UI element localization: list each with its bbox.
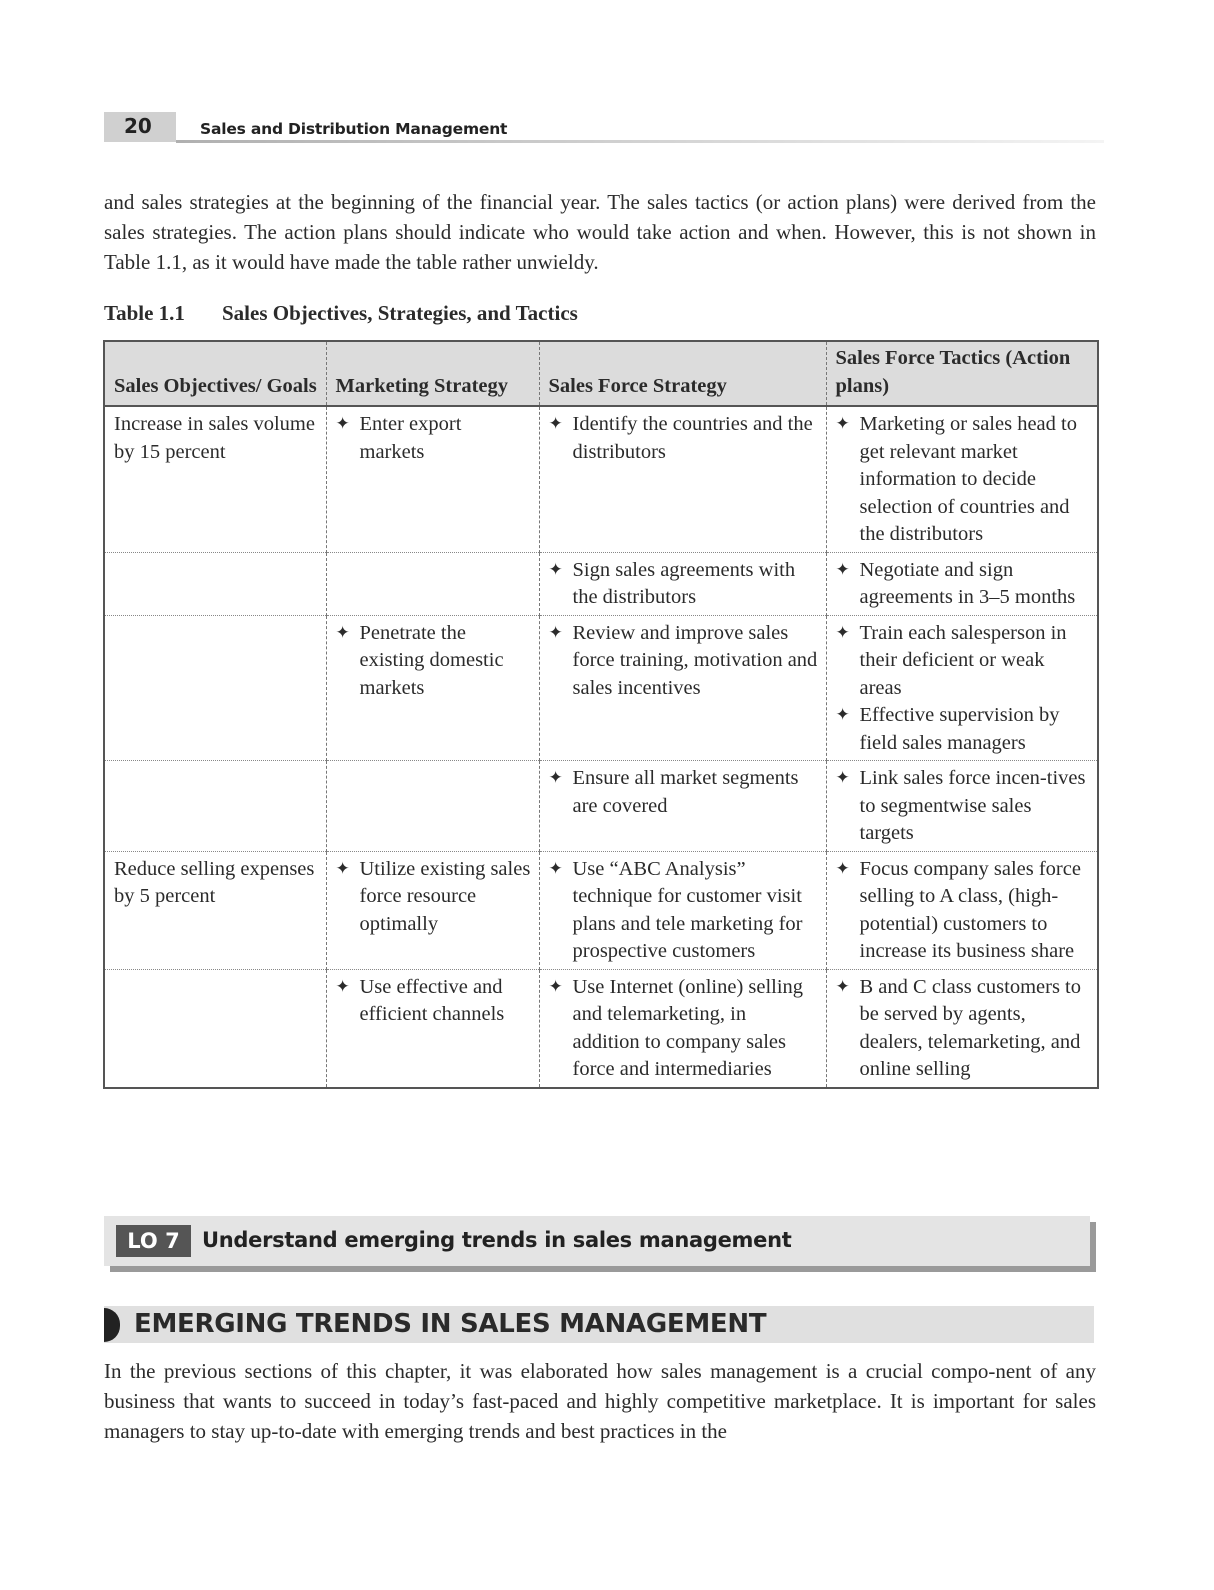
bullet-star-icon: ✦ xyxy=(835,414,850,434)
bullet-item xyxy=(836,557,1090,612)
bullet-item xyxy=(336,620,531,703)
bullet-item xyxy=(336,411,531,466)
marketing-strategy-cell xyxy=(326,406,539,552)
bullet-item xyxy=(549,411,818,466)
header-rule xyxy=(176,140,1104,143)
bullet-item xyxy=(836,620,1090,703)
bullet-star-icon: ✦ xyxy=(548,622,563,643)
tactics-cell xyxy=(826,761,1098,852)
bullet-star-icon: ✦ xyxy=(835,768,850,788)
bullet-text: Sign sales agreements with the distributors xyxy=(572,558,796,608)
bullet-text: Use effective and efficient channels xyxy=(359,975,505,1025)
sales-force-strategy-cell xyxy=(539,615,826,761)
goal-cell xyxy=(104,761,326,852)
marketing-strategy-cell xyxy=(326,615,539,761)
marketing-strategy-cell xyxy=(326,851,539,969)
sales-force-strategy-cell xyxy=(539,552,826,615)
marketing-strategy-cell xyxy=(326,761,539,852)
table-row xyxy=(104,851,1098,969)
bullet-star-icon: ✦ xyxy=(548,559,563,580)
table-caption xyxy=(104,301,578,326)
bullet-star-icon: ✦ xyxy=(548,976,563,997)
bullet-text: Focus company sales force selling to A class, (high-potential) customers to increase its business share xyxy=(859,857,1081,962)
column-header-sales-force-tactics: Sales Force Tactics (Action plans) xyxy=(826,341,1098,406)
bullet-text: Review and improve sales force training, motivation and sales incentives xyxy=(572,621,818,699)
book-title: Sales and Distribution Management xyxy=(200,120,508,138)
goal-cell xyxy=(104,615,326,761)
bullet-star-icon: ✦ xyxy=(548,414,563,434)
intro-paragraph: and sales strategies at the beginning of the financial year. The sales tactics (or action plans) were derived from the sales strategies. The action plans should indicate who would take action and when. However, this is not shown in Table 1.1, as it would have made the table rather unwieldy. xyxy=(104,190,1096,274)
bullet-text: Marketing or sales head to get relevant market information to decide selection of countries and the distributors xyxy=(859,413,1077,545)
learning-objective-banner xyxy=(104,1216,1090,1266)
marketing-strategy-cell xyxy=(326,969,539,1088)
bullet-text: B and C class customers to be served by agents, dealers, telemarketing, and online selling xyxy=(859,975,1081,1080)
section-heading-bar xyxy=(104,1306,1094,1343)
sales-force-strategy-cell xyxy=(539,761,826,852)
bullet-item xyxy=(336,974,531,1029)
table-row xyxy=(104,969,1098,1088)
sales-force-strategy-cell xyxy=(539,969,826,1088)
bullet-item xyxy=(549,765,818,820)
bullet-item xyxy=(549,856,818,966)
tactics-cell xyxy=(826,615,1098,761)
column-header-marketing-strategy: Marketing Strategy xyxy=(326,341,539,406)
running-header xyxy=(104,112,1104,146)
table-row xyxy=(104,615,1098,761)
bullet-item xyxy=(836,974,1090,1084)
bullet-text: Utilize existing sales force resource optimally xyxy=(359,857,531,935)
bullet-star-icon: ✦ xyxy=(835,705,850,725)
bullet-star-icon: ✦ xyxy=(548,858,563,879)
table-row xyxy=(104,406,1098,552)
bullet-text: Effective supervision by field sales managers xyxy=(859,704,1060,754)
bullet-item xyxy=(836,411,1090,549)
bullet-star-icon: ✦ xyxy=(835,559,850,580)
bullet-text: Use “ABC Analysis” technique for customer visit plans and tele marketing for prospective customers xyxy=(572,857,803,962)
lo-tag: LO 7 xyxy=(116,1225,191,1257)
table-caption-label: Table 1.1 xyxy=(104,301,185,325)
sales-force-strategy-cell xyxy=(539,406,826,552)
bullet-star-icon: ✦ xyxy=(548,768,563,788)
bullet-item xyxy=(836,856,1090,966)
bullet-text: Use Internet (online) selling and telemarketing, in addition to company sales force and intermediaries xyxy=(572,975,804,1080)
bullet-text: Enter export markets xyxy=(359,413,462,463)
bullet-item xyxy=(336,856,531,939)
bullet-text: Link sales force incen-tives to segmentwise sales targets xyxy=(859,767,1086,844)
goal-cell: Increase in sales volume by 15 percent xyxy=(104,406,326,552)
column-header-goals: Sales Objectives/ Goals xyxy=(104,341,326,406)
lo-text: Understand emerging trends in sales management xyxy=(202,1228,792,1252)
bullet-item xyxy=(549,557,818,612)
bullet-item xyxy=(836,702,1090,757)
bullet-text: Train each salesperson in their deficient or weak areas xyxy=(859,621,1067,699)
section-heading: EMERGING TRENDS IN SALES MANAGEMENT xyxy=(134,1309,767,1339)
bullet-text: Penetrate the existing domestic markets xyxy=(359,621,504,699)
bullet-star-icon: ✦ xyxy=(335,622,350,643)
bullet-item xyxy=(549,974,818,1084)
sales-force-strategy-cell xyxy=(539,851,826,969)
bullet-item xyxy=(836,765,1090,848)
heading-marker-icon xyxy=(104,1308,120,1342)
table-caption-title: Sales Objectives, Strategies, and Tactics xyxy=(222,301,578,325)
bullet-star-icon: ✦ xyxy=(335,858,350,879)
table-header-row xyxy=(104,341,1098,406)
column-header-sales-force-strategy: Sales Force Strategy xyxy=(539,341,826,406)
bullet-star-icon: ✦ xyxy=(835,622,850,643)
tactics-cell xyxy=(826,552,1098,615)
goal-cell xyxy=(104,552,326,615)
section-paragraph: In the previous sections of this chapter, it was elaborated how sales management is a crucial compo-nent of any business that wants to succeed in today’s fast-paced and highly competitive marketplace. It is important for sales managers to stay up-to-date with emerging trends and best practices in the xyxy=(104,1359,1096,1443)
page-number: 20 xyxy=(124,114,152,138)
objectives-table xyxy=(103,340,1099,1089)
marketing-strategy-cell xyxy=(326,552,539,615)
bullet-star-icon: ✦ xyxy=(335,976,350,997)
table-row xyxy=(104,552,1098,615)
bullet-star-icon: ✦ xyxy=(835,858,850,879)
bullet-item xyxy=(549,620,818,703)
goal-cell xyxy=(104,969,326,1088)
table-body xyxy=(104,406,1098,1088)
tactics-cell xyxy=(826,969,1098,1088)
goal-cell: Reduce selling expenses by 5 percent xyxy=(104,851,326,969)
tactics-cell xyxy=(826,406,1098,552)
bullet-star-icon: ✦ xyxy=(835,976,850,997)
bullet-star-icon: ✦ xyxy=(335,414,350,434)
bullet-text: Ensure all market segments are covered xyxy=(572,767,799,817)
page-number-box xyxy=(104,112,176,142)
tactics-cell xyxy=(826,851,1098,969)
bullet-text: Negotiate and sign agreements in 3–5 months xyxy=(859,558,1076,608)
bullet-text: Identify the countries and the distributors xyxy=(572,413,813,463)
table-row xyxy=(104,761,1098,852)
